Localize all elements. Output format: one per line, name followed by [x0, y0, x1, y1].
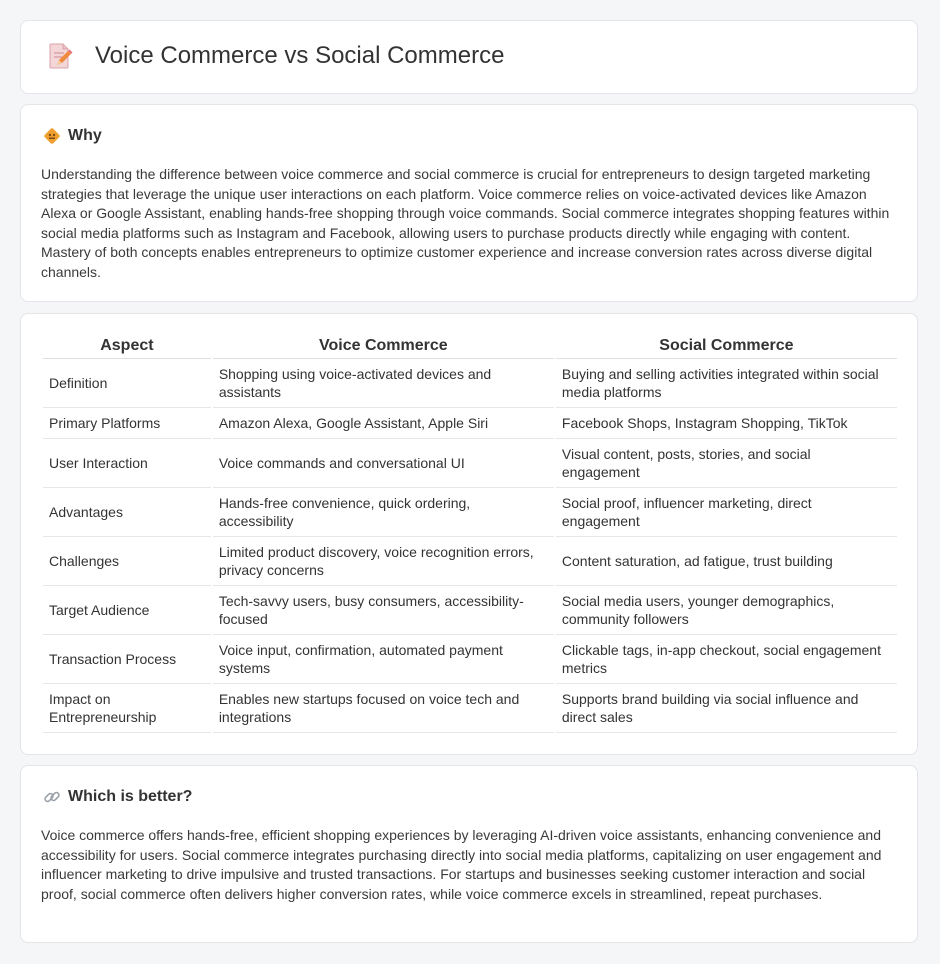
- cell-aspect: Impact on Entrepreneurship: [43, 684, 211, 733]
- better-title: Which is better?: [68, 788, 193, 805]
- why-card: [20, 104, 918, 302]
- comparison-table: [41, 334, 899, 733]
- cell-aspect: Transaction Process: [43, 635, 211, 684]
- cell-social: Content saturation, ad fatigue, trust building: [556, 537, 897, 586]
- cell-aspect: Challenges: [43, 537, 211, 586]
- document-pencil-icon: [45, 41, 75, 71]
- table-row: [43, 488, 897, 537]
- table-header-row: [43, 334, 897, 359]
- cell-aspect: Primary Platforms: [43, 408, 211, 439]
- cell-voice: Limited product discovery, voice recognition errors, privacy concerns: [213, 537, 554, 586]
- cell-aspect: Definition: [43, 359, 211, 408]
- cell-voice: Amazon Alexa, Google Assistant, Apple Siri: [213, 408, 554, 439]
- header-aspect: Aspect: [43, 334, 211, 359]
- table-row: [43, 439, 897, 488]
- cell-social: Social proof, influencer marketing, direct engagement: [556, 488, 897, 537]
- cell-voice: Tech-savvy users, busy consumers, accessibility-focused: [213, 586, 554, 635]
- cell-voice: Voice commands and conversational UI: [213, 439, 554, 488]
- title-row: [45, 41, 504, 71]
- why-text: Understanding the difference between voice commerce and social commerce is crucial for entrepreneurs to design targeted marketing strategies that leverage the unique user interactions on each platform. Voice commerce relies on voice-activated devices like Amazon Alexa or Google Assistant, enabling hands-free shopping through voice commands. Social commerce integrates shopping features within social media platforms such as Instagram and Facebook, allowing users to purchase products directly while engaging with content. Mastery of both concepts enables entrepreneurs to optimize customer experience and increase conversion rates across diverse digital channels.: [41, 166, 890, 280]
- cell-voice: Voice input, confirmation, automated payment systems: [213, 635, 554, 684]
- cell-social: Buying and selling activities integrated within social media platforms: [556, 359, 897, 408]
- table-row: [43, 359, 897, 408]
- cell-voice: Hands-free convenience, quick ordering, accessibility: [213, 488, 554, 537]
- table-row: [43, 684, 897, 733]
- cell-social: Social media users, younger demographics, community followers: [556, 586, 897, 635]
- header-card: [20, 20, 918, 94]
- comparison-card: [20, 313, 918, 755]
- why-title: Why: [68, 127, 102, 144]
- cell-social: Supports brand building via social influence and direct sales: [556, 684, 897, 733]
- cell-aspect: Advantages: [43, 488, 211, 537]
- header-voice-commerce: Voice Commerce: [213, 334, 554, 359]
- header-social-commerce: Social Commerce: [556, 334, 897, 359]
- diamond-sign-icon: [43, 127, 61, 145]
- cell-aspect: Target Audience: [43, 586, 211, 635]
- cell-voice: Enables new startups focused on voice tech and integrations: [213, 684, 554, 733]
- table-row: [43, 586, 897, 635]
- table-row: [43, 635, 897, 684]
- cell-aspect: User Interaction: [43, 439, 211, 488]
- why-heading: [43, 127, 102, 145]
- which-better-card: [20, 765, 918, 943]
- cell-social: Clickable tags, in-app checkout, social engagement metrics: [556, 635, 897, 684]
- table-row: [43, 408, 897, 439]
- page-title: Voice Commerce vs Social Commerce: [95, 42, 505, 69]
- better-heading: [43, 788, 192, 806]
- cell-social: Facebook Shops, Instagram Shopping, TikTok: [556, 408, 897, 439]
- cell-voice: Shopping using voice-activated devices and assistants: [213, 359, 554, 408]
- cell-social: Visual content, posts, stories, and social engagement: [556, 439, 897, 488]
- link-icon: [43, 788, 61, 806]
- table-row: [43, 537, 897, 586]
- better-text: Voice commerce offers hands-free, efficient shopping experiences by leveraging AI-driven voice assistants, enhancing convenience and accessibility for users. Social commerce integrates purchasing directly into social media platforms, capitalizing on user engagement and influencer marketing to drive impulsive and trusted transactions. For startups and businesses seeking customer interaction and social proof, social commerce often delivers higher conversion rates, while voice commerce excels in streamlined, repeat purchases.: [41, 827, 882, 902]
